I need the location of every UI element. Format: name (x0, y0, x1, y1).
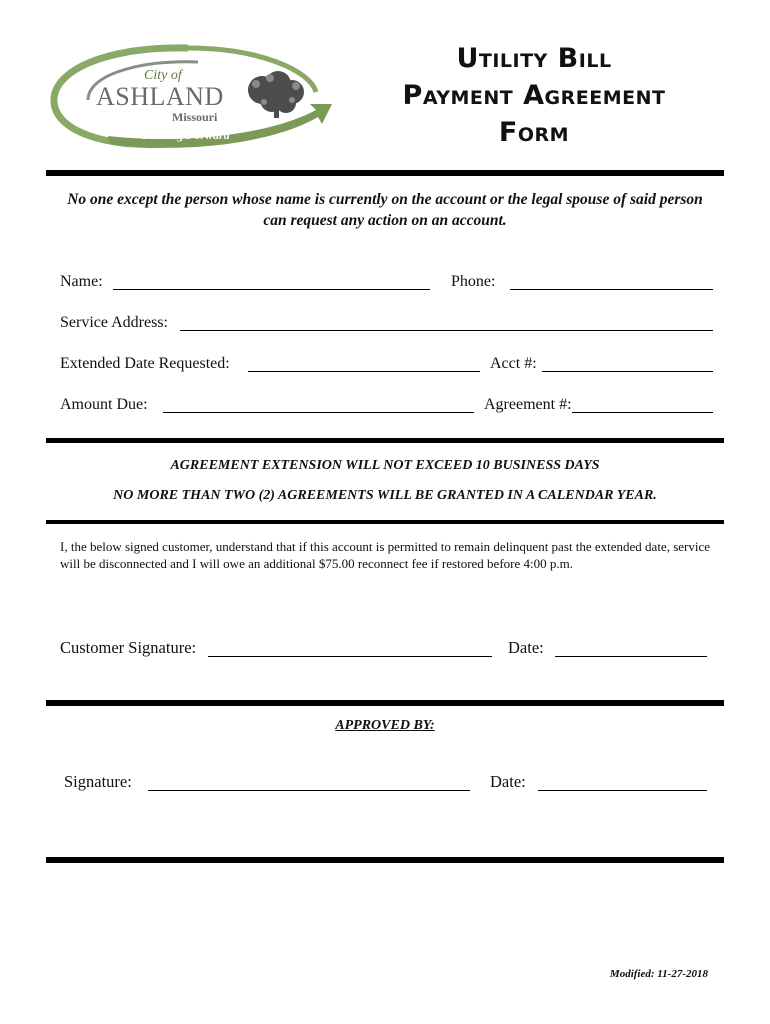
customer-date-label: Date: (508, 638, 544, 657)
customer-statement: I, the below signed customer, understand that if this account is permitted to remain delinquent past the extended date, service will be disconnected and I will owe an additional $75.00 reconnect fee if restored before 4:00 p.m. (60, 539, 711, 571)
logo-state: Missouri (172, 110, 218, 124)
name-label: Name: (60, 273, 103, 290)
intro-text: No one except the person whose name is currently on the account or the legal spouse of said person can request any action on an account. (67, 191, 703, 229)
extended-date-label: Extended Date Requested: (60, 355, 230, 372)
approver-date-field[interactable] (538, 790, 707, 791)
logo-name: ASHLAND (96, 82, 224, 111)
agreement-field[interactable] (572, 412, 713, 413)
agreement-limit-notice: NO MORE THAN TWO (2) AGREEMENTS WILL BE GRANTED IN A CALENDAR YEAR. (113, 488, 657, 503)
customer-signature-field[interactable] (208, 656, 492, 657)
approver-signature-label: Signature: (64, 772, 132, 791)
logo-tagline: Growing Forward (140, 128, 230, 142)
approver-signature-field[interactable] (148, 790, 470, 791)
acct-field[interactable] (542, 371, 713, 372)
form-title-line-3: Form (498, 117, 570, 148)
service-address-field[interactable] (180, 330, 713, 331)
divider-signature (46, 700, 724, 706)
logo-city-of: City of (144, 68, 182, 83)
city-logo (48, 40, 338, 155)
form-title (352, 40, 716, 151)
divider-notices (46, 520, 724, 524)
phone-label: Phone: (451, 273, 496, 290)
customer-signature-label: Customer Signature: (60, 638, 197, 657)
extension-notice: AGREEMENT EXTENSION WILL NOT EXCEED 10 BUSINESS DAYS (170, 458, 600, 473)
divider-bottom (46, 857, 724, 863)
approver-date-label: Date: (490, 772, 526, 791)
modified-date: Modified: 11-27-2018 (609, 968, 708, 980)
amount-due-label: Amount Due: (60, 396, 148, 413)
form-title-line-2: Payment Agreement (402, 80, 666, 111)
agreement-label: Agreement #: (484, 396, 572, 413)
form-title-line-1: Utility Bill (456, 43, 612, 74)
customer-date-field[interactable] (555, 656, 707, 657)
approved-by-heading: APPROVED BY: (335, 718, 435, 733)
acct-label: Acct #: (490, 355, 537, 372)
service-address-label: Service Address: (60, 314, 168, 331)
divider-top (46, 170, 724, 176)
extended-date-field[interactable] (248, 371, 480, 372)
name-field[interactable] (113, 289, 430, 290)
amount-due-field[interactable] (163, 412, 474, 413)
phone-field[interactable] (510, 289, 713, 290)
divider-fields (46, 438, 724, 443)
